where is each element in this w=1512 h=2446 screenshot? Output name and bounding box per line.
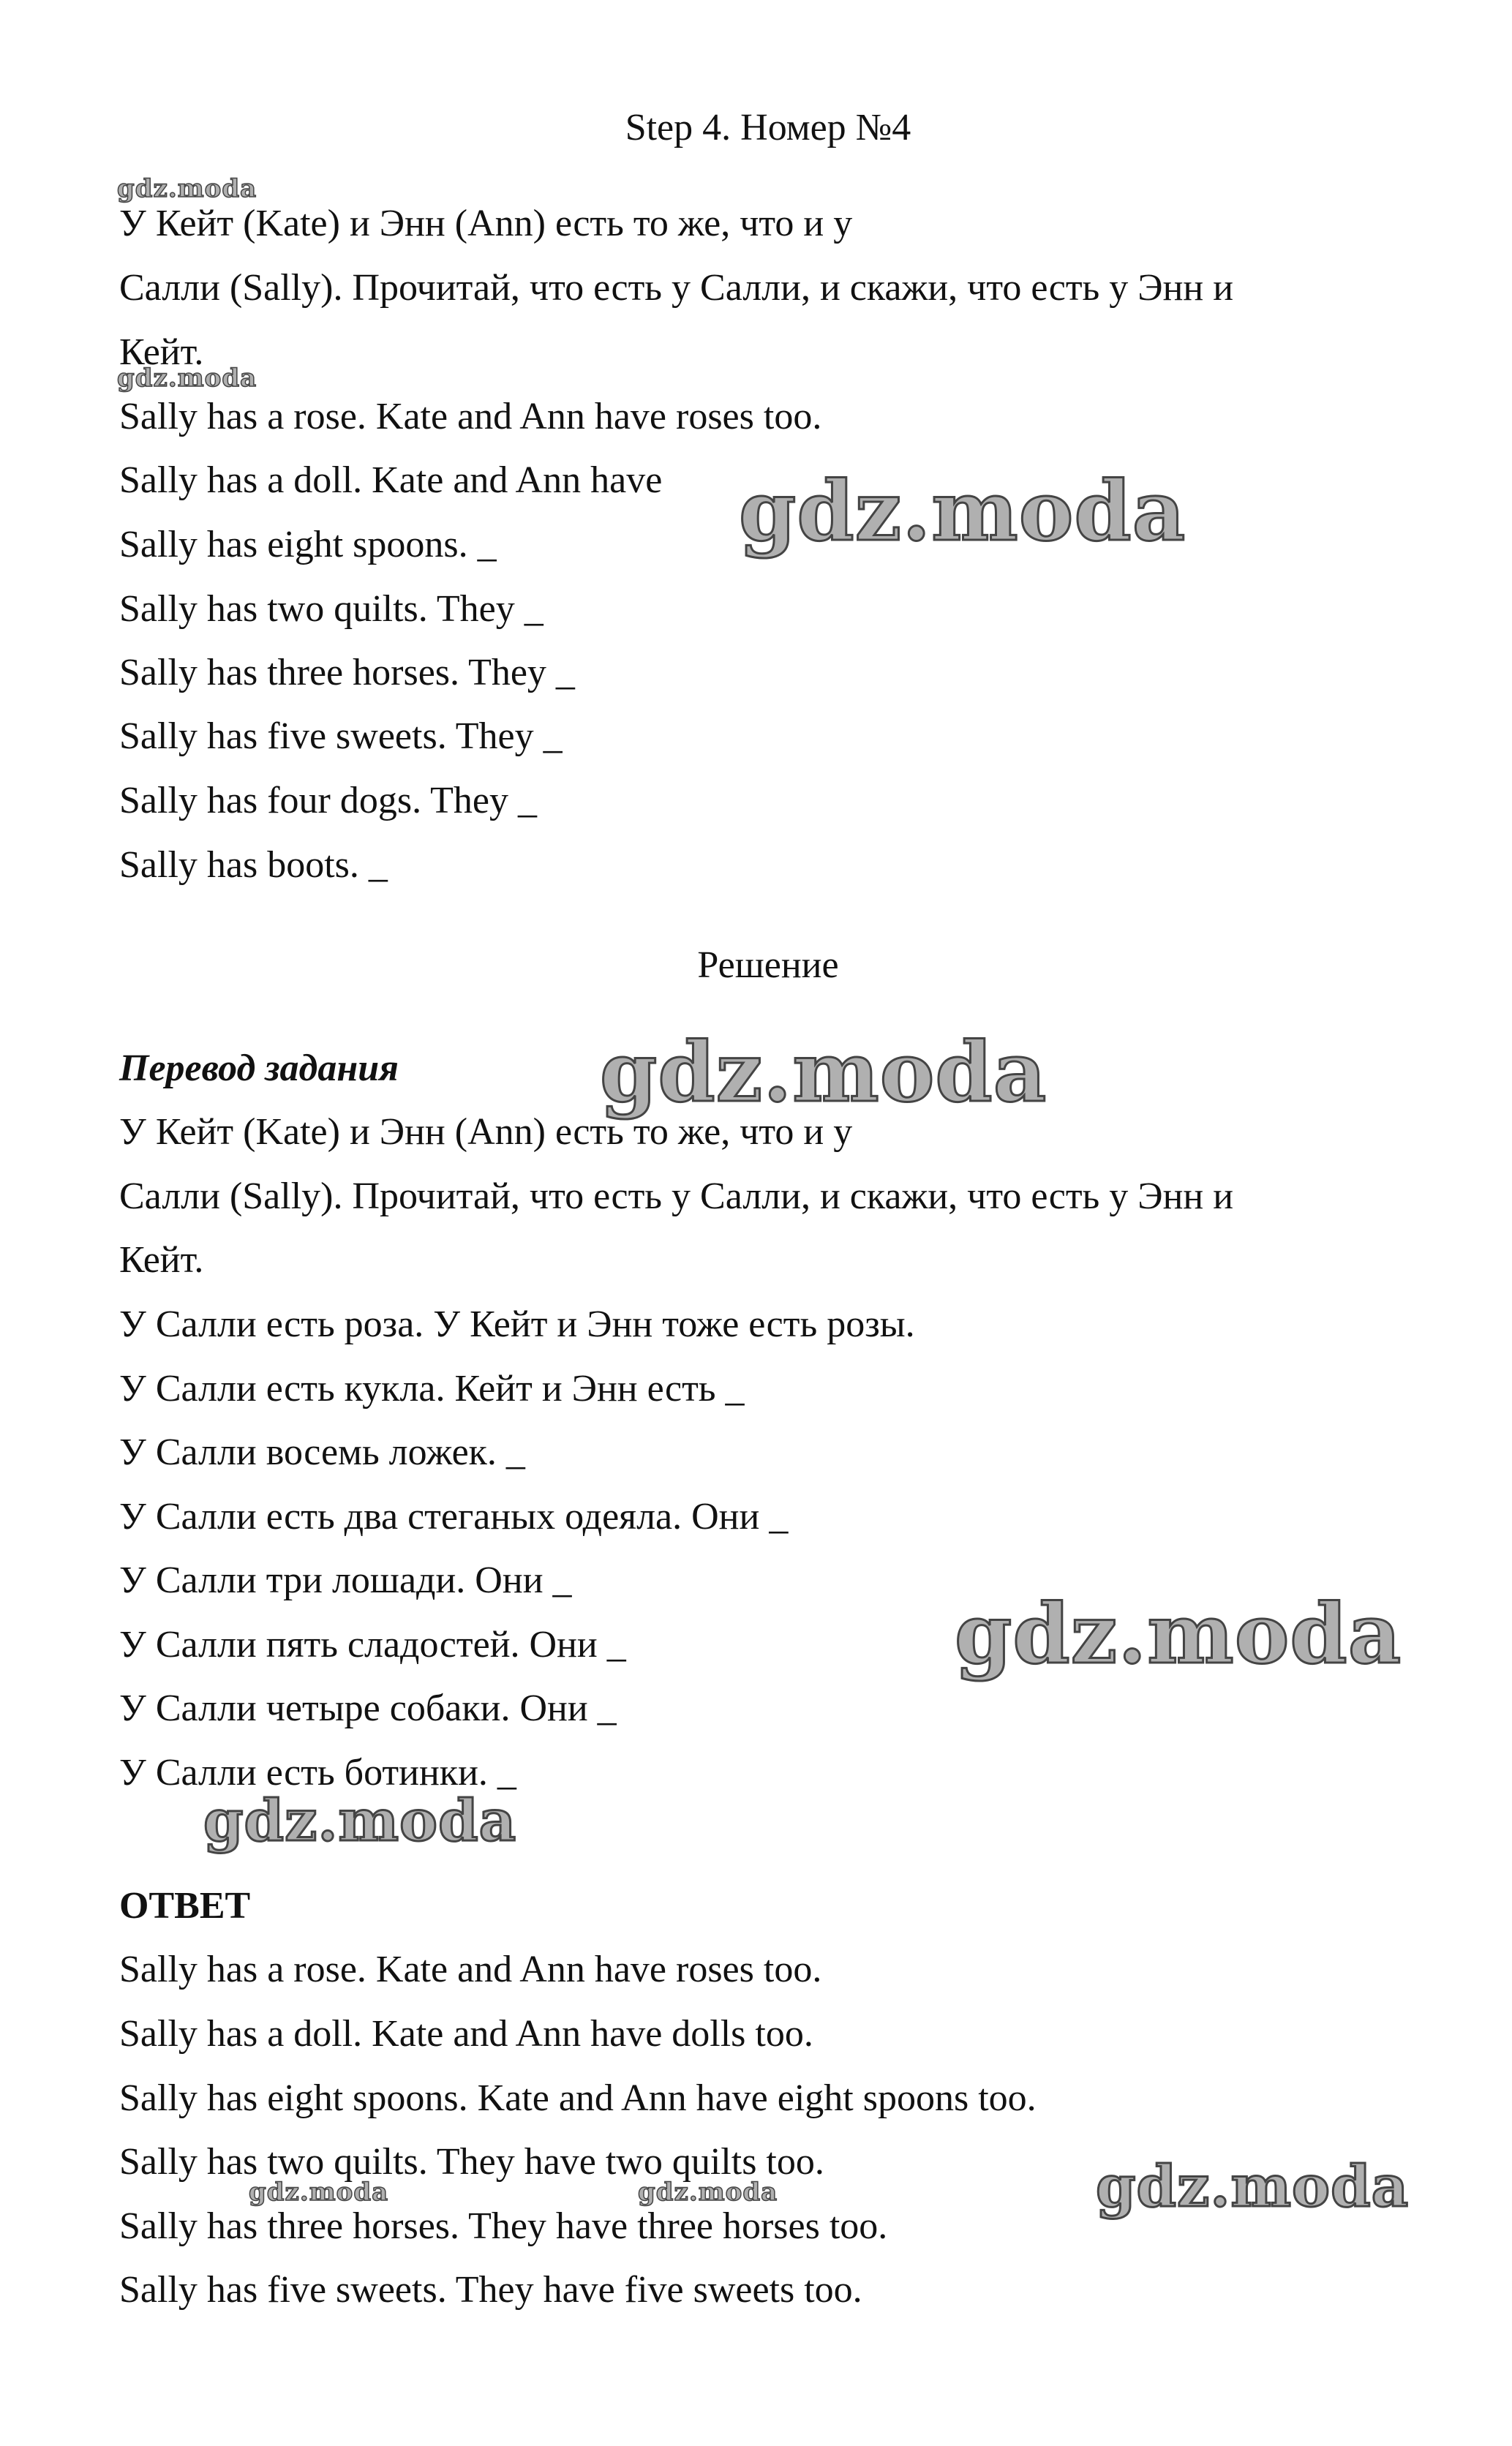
task-intro-line: Салли (Sally). Прочитай, что есть у Салли, и скажи, что есть у Энн и (119, 267, 1234, 309)
task-sentence: Sally has five sweets. They _ (119, 715, 563, 757)
task-intro-line: Кейт. (119, 331, 204, 373)
watermark-logo: gdz.moda (739, 464, 1186, 560)
task-sentence: Sally has a doll. Kate and Ann have (119, 459, 663, 501)
solution-heading: Решение (697, 944, 839, 986)
watermark-logo: gdz.moda (117, 364, 257, 393)
page-title: Step 4. Номер №4 (625, 107, 911, 148)
translation-sentence: У Салли есть роза. У Кейт и Энн тоже есть розы. (119, 1303, 915, 1345)
translation-sentence: У Салли есть ботинки. _ (119, 1752, 516, 1794)
task-sentence: Sally has four dogs. They _ (119, 780, 537, 821)
watermark-logo: gdz.moda (117, 174, 257, 203)
task-intro-line: У Кейт (Kate) и Энн (Ann) есть то же, что и у (119, 203, 853, 244)
translation-heading: Перевод задания (119, 1047, 399, 1089)
translation-sentence: У Салли пять сладостей. Они _ (119, 1624, 626, 1666)
task-sentence: Sally has two quilts. They _ (119, 588, 544, 630)
translation-sentence: У Салли восемь ложек. _ (119, 1431, 525, 1473)
translation-intro-line: Кейт. (119, 1239, 204, 1281)
answer-line: Sally has three horses. They have three horses too. (119, 2205, 888, 2247)
translation-sentence: У Салли есть два стеганых одеяла. Они _ (119, 1496, 789, 1538)
task-sentence: Sally has eight spoons. _ (119, 524, 497, 565)
watermark-logo: gdz.moda (203, 1788, 517, 1854)
watermark-logo: gdz.moda (638, 2178, 778, 2207)
task-sentence: Sally has boots. _ (119, 844, 388, 886)
watermark-logo: gdz.moda (600, 1025, 1048, 1121)
watermark-logo: gdz.moda (955, 1587, 1402, 1682)
task-sentence: Sally has three horses. They _ (119, 652, 575, 693)
answer-line: Sally has eight spoons. Kate and Ann have eight spoons too. (119, 2077, 1037, 2119)
watermark-logo: gdz.moda (1096, 2153, 1410, 2220)
translation-sentence: У Салли есть кукла. Кейт и Энн есть _ (119, 1368, 745, 1410)
translation-sentence: У Салли четыре собаки. Они _ (119, 1687, 617, 1729)
translation-sentence: У Салли три лошади. Они _ (119, 1559, 572, 1601)
task-sentence: Sally has a rose. Kate and Ann have roses too. (119, 396, 822, 437)
answer-line: Sally has five sweets. They have five sweets too. (119, 2269, 862, 2311)
answer-line: Sally has a rose. Kate and Ann have roses too. (119, 1949, 822, 1990)
answer-heading: ОТВЕТ (119, 1885, 251, 1927)
translation-intro-line: У Кейт (Kate) и Энн (Ann) есть то же, что и у (119, 1111, 853, 1153)
answer-line: Sally has a doll. Kate and Ann have dolls too. (119, 2013, 813, 2055)
watermark-logo: gdz.moda (249, 2178, 389, 2207)
translation-intro-line: Салли (Sally). Прочитай, что есть у Салли, и скажи, что есть у Энн и (119, 1175, 1234, 1217)
answer-line: Sally has two quilts. They have two quilts too. (119, 2141, 824, 2183)
